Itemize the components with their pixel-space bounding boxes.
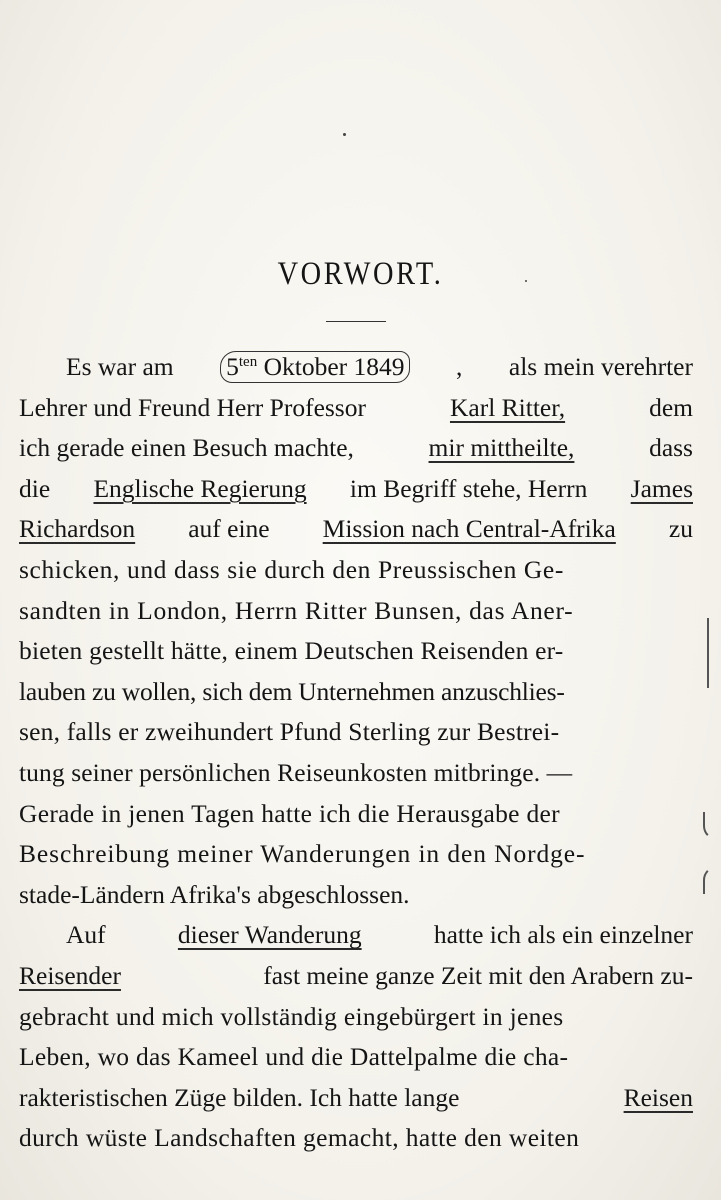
underlined-phrase: Englische Regierung bbox=[93, 473, 307, 503]
text-segment: sandten in London, Herrn Ritter Bunsen, das Aner- bbox=[19, 595, 574, 625]
text-segment: tung seiner persönlichen Reiseunkosten mitbringe. — bbox=[19, 757, 573, 787]
date-month-year: Oktober 1849 bbox=[263, 352, 405, 381]
margin-mark bbox=[707, 618, 709, 688]
text-line bbox=[19, 997, 693, 1038]
text-line bbox=[19, 834, 693, 875]
text-segment: auf eine bbox=[188, 514, 270, 544]
text-segment: durch wüste Landschaften gemacht, hatte den weiten bbox=[19, 1123, 580, 1153]
text-segment: hatte ich als ein einzelner bbox=[433, 920, 693, 950]
text-line bbox=[19, 915, 693, 956]
text-line bbox=[19, 550, 693, 591]
text-segment: fast meine ganze Zeit mit den Arabern zu- bbox=[263, 960, 693, 990]
text-segment: gebracht und mich vollständig eingebürgert in jenes bbox=[19, 1001, 564, 1031]
text-segment: die bbox=[19, 473, 51, 503]
underlined-name: Karl Ritter, bbox=[449, 392, 566, 422]
text-line bbox=[19, 509, 693, 550]
date-suffix: ten bbox=[238, 354, 258, 370]
text-line bbox=[19, 428, 693, 469]
title-rule bbox=[326, 321, 386, 322]
text-line bbox=[19, 794, 693, 835]
text-segment: Beschreibung meiner Wanderungen in den Nordge- bbox=[19, 839, 586, 869]
text-line bbox=[19, 1118, 693, 1159]
text-segment: Gerade in jenen Tagen hatte ich die Herausgabe der bbox=[19, 798, 560, 828]
text-line bbox=[19, 469, 693, 510]
underlined-word: Reisender bbox=[19, 960, 121, 990]
text-line bbox=[19, 875, 693, 916]
text-segment: lauben zu wollen, sich dem Unternehmen anzuschlies- bbox=[19, 676, 565, 706]
text-segment: Lehrer und Freund Herr Professor bbox=[19, 392, 366, 422]
text-segment: schicken, und dass sie durch den Preussischen Ge- bbox=[19, 554, 564, 584]
text-segment: Leben, wo das Kameel und die Dattelpalme die cha- bbox=[19, 1042, 569, 1072]
underlined-phrase: dieser Wanderung bbox=[177, 920, 362, 950]
underlined-name: James bbox=[630, 473, 693, 503]
margin-mark bbox=[703, 866, 721, 894]
text-segment: stade-Ländern Afrika's abgeschlossen. bbox=[19, 879, 410, 909]
text-segment: zu bbox=[668, 514, 693, 544]
page-title: VORWORT. bbox=[277, 256, 444, 292]
text-segment: ich gerade einen Besuch machte, bbox=[19, 433, 354, 463]
body-text bbox=[19, 347, 693, 1159]
text-line bbox=[19, 753, 693, 794]
circled-date bbox=[220, 351, 409, 383]
text-segment: Auf bbox=[66, 920, 106, 950]
text-line bbox=[19, 956, 693, 997]
underlined-word: Reisen bbox=[623, 1082, 693, 1112]
text-segment: dem bbox=[649, 392, 693, 422]
text-line bbox=[19, 388, 693, 429]
text-segment: sen, falls er zweihundert Pfund Sterling zur Bestrei- bbox=[19, 717, 560, 747]
date-day: 5 bbox=[226, 352, 239, 381]
comma: , bbox=[456, 352, 463, 381]
text-line bbox=[19, 672, 693, 713]
text-line bbox=[19, 1037, 693, 1078]
text-line bbox=[19, 347, 693, 388]
underlined-phrase: Mission nach Central-Afrika bbox=[322, 514, 616, 544]
text-line bbox=[19, 591, 693, 632]
underlined-phrase: mir mittheilte, bbox=[428, 433, 575, 463]
text-line bbox=[19, 1078, 693, 1119]
text-segment bbox=[456, 347, 462, 388]
text-segment: rakteristischen Züge bilden. Ich hatte lange bbox=[19, 1082, 460, 1112]
text-segment: dass bbox=[649, 433, 693, 463]
underlined-name: Richardson bbox=[19, 514, 136, 544]
text-line bbox=[19, 631, 693, 672]
margin-mark bbox=[703, 812, 721, 840]
text-segment: als mein verehrter bbox=[508, 352, 693, 381]
text-segment: Es war am bbox=[66, 352, 174, 381]
paper-speck bbox=[343, 133, 346, 136]
text-segment: im Begriff stehe, Herrn bbox=[349, 473, 588, 503]
text-line bbox=[19, 712, 693, 753]
text-segment: bieten gestellt hätte, einem Deutschen Reisenden er- bbox=[19, 636, 564, 666]
